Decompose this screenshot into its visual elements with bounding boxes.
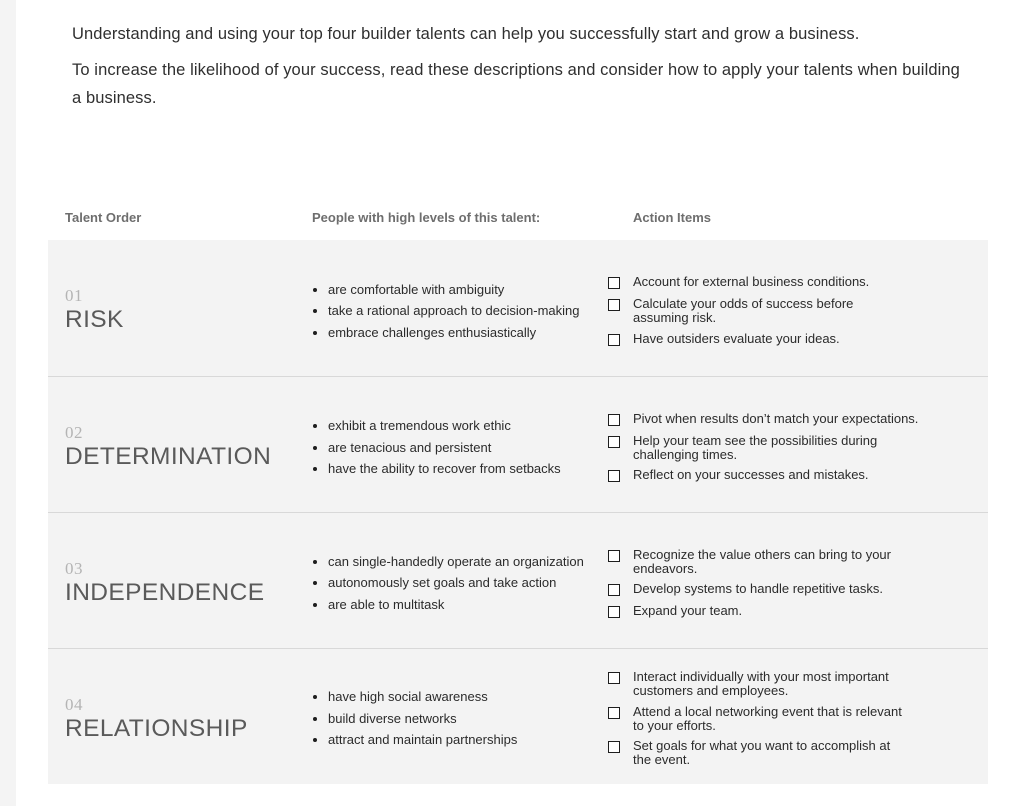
action-text: Attend a local networking event that is relevant to your efforts. xyxy=(633,704,902,733)
action-text: Account for external business conditions. xyxy=(633,274,870,289)
talent-number: 01 xyxy=(65,286,83,305)
trait-item: build diverse networks xyxy=(312,711,457,726)
header-people: People with high levels of this talent: xyxy=(312,210,541,225)
talent-row-risk xyxy=(48,240,988,376)
talent-table xyxy=(48,240,988,784)
trait-item: can single-handedly operate an organization xyxy=(312,554,584,569)
trait-item: have the ability to recover from setbacks xyxy=(312,461,561,476)
talent-row-determination xyxy=(48,376,988,512)
intro-text xyxy=(72,20,972,112)
action-checkbox[interactable] xyxy=(608,334,620,346)
action-items xyxy=(608,377,978,513)
traits-list xyxy=(312,377,602,513)
action-checkbox[interactable] xyxy=(608,707,620,719)
trait-item: have high social awareness xyxy=(312,689,488,704)
action-text: Reflect on your successes and mistakes. xyxy=(633,467,869,482)
action-checkbox[interactable] xyxy=(608,277,620,289)
traits-list xyxy=(312,513,602,649)
intro-paragraph-2: To increase the likelihood of your success, read these descriptions and consider how to apply your talents when building a business. xyxy=(72,61,960,107)
trait-item: are comfortable with ambiguity xyxy=(312,282,504,297)
talent-number: 04 xyxy=(65,695,83,714)
trait-item: embrace challenges enthusiastically xyxy=(312,325,536,340)
trait-item: are tenacious and persistent xyxy=(312,440,491,455)
talent-name: RISK xyxy=(65,306,124,333)
action-text: Interact individually with your most important customers and employees. xyxy=(633,669,889,698)
action-text: Expand your team. xyxy=(633,603,743,618)
action-text: Set goals for what you want to accomplish at the event. xyxy=(633,738,891,767)
action-text: Develop systems to handle repetitive tasks. xyxy=(633,581,884,596)
talent-row-relationship xyxy=(48,648,988,784)
intro-paragraph-1: Understanding and using your top four builder talents can help you successfully start and grow a business. xyxy=(72,25,860,43)
action-checkbox[interactable] xyxy=(608,550,620,562)
trait-item: autonomously set goals and take action xyxy=(312,575,556,590)
talent-number: 02 xyxy=(65,423,83,442)
action-text: Help your team see the possibilities during challenging times. xyxy=(633,433,878,462)
talent-cell xyxy=(65,240,305,376)
talent-number: 03 xyxy=(65,559,83,578)
trait-item: take a rational approach to decision-making xyxy=(312,303,579,318)
action-checkbox[interactable] xyxy=(608,606,620,618)
trait-item: are able to multitask xyxy=(312,597,444,612)
action-checkbox[interactable] xyxy=(608,299,620,311)
talent-name: DETERMINATION xyxy=(65,443,272,470)
action-checkbox[interactable] xyxy=(608,414,620,426)
action-checkbox[interactable] xyxy=(608,672,620,684)
talent-cell xyxy=(65,513,305,649)
action-text: Pivot when results don’t match your expectations. xyxy=(633,411,919,426)
action-checkbox[interactable] xyxy=(608,741,620,753)
action-checkbox[interactable] xyxy=(608,470,620,482)
action-items xyxy=(608,649,978,785)
talent-name: INDEPENDENCE xyxy=(65,579,265,606)
header-action-items: Action Items xyxy=(633,210,712,225)
action-items xyxy=(608,240,978,376)
action-checkbox[interactable] xyxy=(608,584,620,596)
traits-list xyxy=(312,240,602,376)
traits-list xyxy=(312,649,602,785)
action-checkbox[interactable] xyxy=(608,436,620,448)
talent-name: RELATIONSHIP xyxy=(65,715,248,742)
talent-table-header xyxy=(48,208,988,228)
talent-cell xyxy=(65,377,305,513)
trait-item: exhibit a tremendous work ethic xyxy=(312,418,511,433)
trait-item: attract and maintain partnerships xyxy=(312,732,517,747)
action-text: Recognize the value others can bring to your endeavors. xyxy=(633,547,891,576)
header-talent-order: Talent Order xyxy=(65,210,142,225)
page-left-gutter xyxy=(0,0,16,806)
talent-row-independence xyxy=(48,512,988,648)
action-text: Calculate your odds of success before assuming risk. xyxy=(633,296,854,325)
action-items xyxy=(608,513,978,649)
action-text: Have outsiders evaluate your ideas. xyxy=(633,331,840,346)
talent-cell xyxy=(65,649,305,785)
